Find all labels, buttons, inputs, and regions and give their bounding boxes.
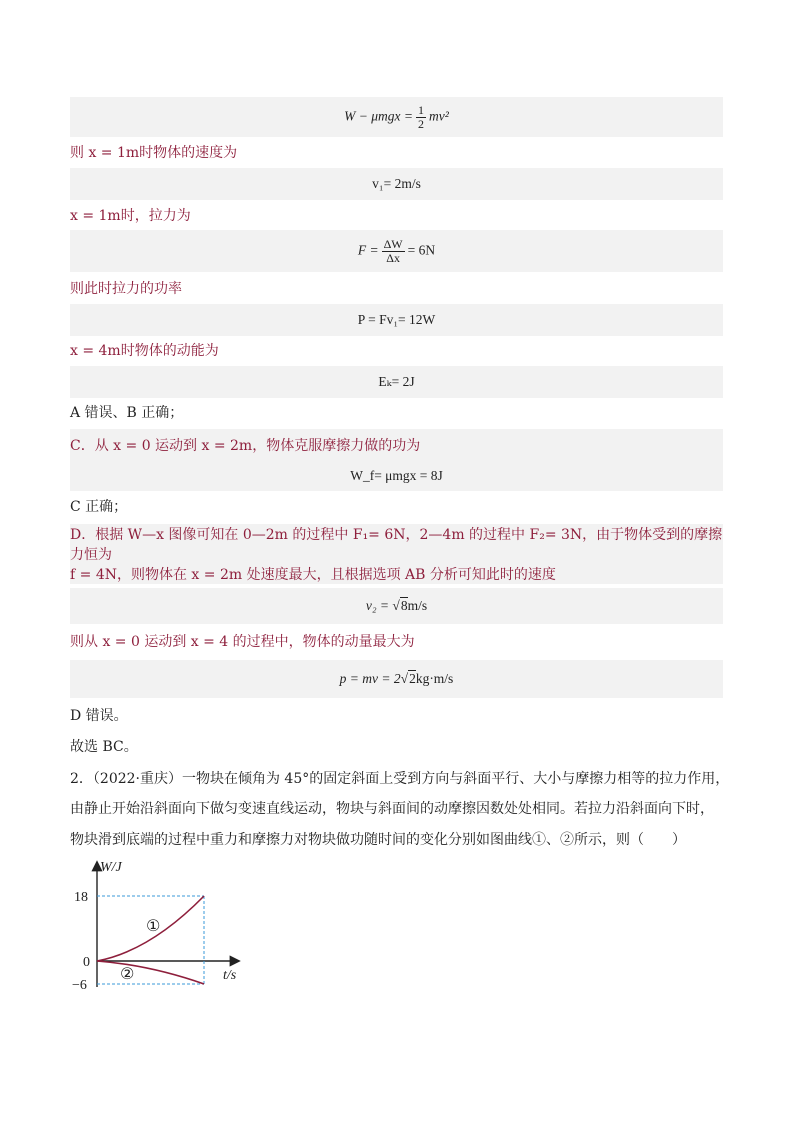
eq2-text: v₁= 2m/s — [372, 176, 421, 191]
eq3-rhs: = 6N — [407, 242, 436, 258]
eq3-frac-den: Δx — [386, 250, 400, 265]
equation-work-energy — [70, 97, 723, 137]
y-tick-m6: −6 — [72, 978, 87, 993]
shaded-d-rows — [70, 524, 723, 584]
text-option-d-1: D．根据 W—x 图像可知在 0—2m 的过程中 F₁= 6N，2—4m 的过程中 F₂= 3N，由于物体受到的摩擦力恒为 — [70, 527, 723, 563]
text-answer: 故选 BC。 — [70, 739, 138, 755]
equation-power — [70, 304, 723, 336]
eq7-root: 8 — [400, 598, 408, 613]
eq1-fraction — [416, 104, 426, 131]
eq7-rhs: m/s — [407, 598, 428, 613]
eq6-text: W_f= μmgx = 8J — [350, 468, 443, 483]
text-d-conclusion: D 错误。 — [70, 708, 128, 724]
y-tick-18: 18 — [74, 890, 88, 905]
eq8-lhs: p = mv = 2 — [339, 671, 401, 686]
question-line-1: 2．（2022·重庆）一物块在倾角为 45°的固定斜面上受到方向与斜面平行、大小与摩擦力相等的拉力作用， — [70, 771, 730, 787]
x-axis-label: t/s — [223, 968, 237, 983]
eq8-root: 2 — [409, 671, 416, 686]
eq5-text: Eₖ= 2J — [378, 374, 415, 389]
equation-ek — [70, 366, 723, 398]
text-power: 则此时拉力的功率 — [70, 281, 182, 297]
y-axis-label: W/J — [100, 860, 122, 875]
text-ab-conclusion: A 错误、B 正确； — [70, 405, 184, 421]
text-velocity-at-1m: 则 x = 1m时物体的速度为 — [70, 145, 238, 161]
question-line-2: 由静止开始沿斜面向下做匀变速直线运动，物块与斜面间的动摩擦因数处处相同。若拉力沿斜面向下时， — [70, 801, 714, 817]
curve-2 — [97, 961, 204, 984]
eq3-frac-num: ΔW — [383, 236, 403, 251]
text-option-c: C．从 x = 0 运动到 x = 2m，物体克服摩擦力做的功为 — [70, 438, 421, 454]
question-line-3: 物块滑到底端的过程中重力和摩擦力对物块做功随时间的变化分别如图曲线①、②所示，则（ ） — [70, 832, 686, 848]
equation-force — [70, 230, 723, 272]
eq8-rhs: kg·m/s — [415, 671, 454, 686]
y-tick-0: 0 — [83, 955, 90, 970]
equation-v2: v₂ = √8m/s — [70, 588, 723, 624]
text-kinetic-energy: x = 4m时物体的动能为 — [70, 343, 219, 359]
text-option-d-2: f = 4N，则物体在 x = 2m 处速度最大，且根据选项 AB 分析可知此时的速度 — [70, 567, 556, 583]
eq3-lhs: F = — [357, 242, 379, 258]
equation-wf — [70, 461, 723, 491]
eq7-lhs: v₂ = — [365, 598, 390, 613]
eq1-frac-num: 1 — [418, 102, 425, 117]
work-time-graph — [70, 855, 260, 995]
text-force-at-1m: x = 1m时，拉力为 — [70, 208, 191, 224]
eq1-frac-den: 2 — [418, 116, 425, 131]
equation-v1 — [70, 168, 723, 200]
equation-momentum: p = mv = 2√2kg·m/s — [70, 660, 723, 698]
eq1-lhs: W − μmgx = — [344, 108, 414, 124]
text-c-conclusion: C 正确； — [70, 499, 128, 515]
shaded-c-row — [70, 429, 723, 461]
text-momentum-intro: 则从 x = 0 运动到 x = 4 的过程中，物体的动量最大为 — [70, 634, 415, 650]
curve-2-label: ② — [120, 964, 135, 983]
eq4-text: P = Fv₁= 12W — [357, 312, 436, 327]
eq1-rhs: mv² — [429, 108, 449, 124]
curve-1-label: ① — [146, 916, 161, 935]
eq3-fraction — [382, 238, 405, 265]
